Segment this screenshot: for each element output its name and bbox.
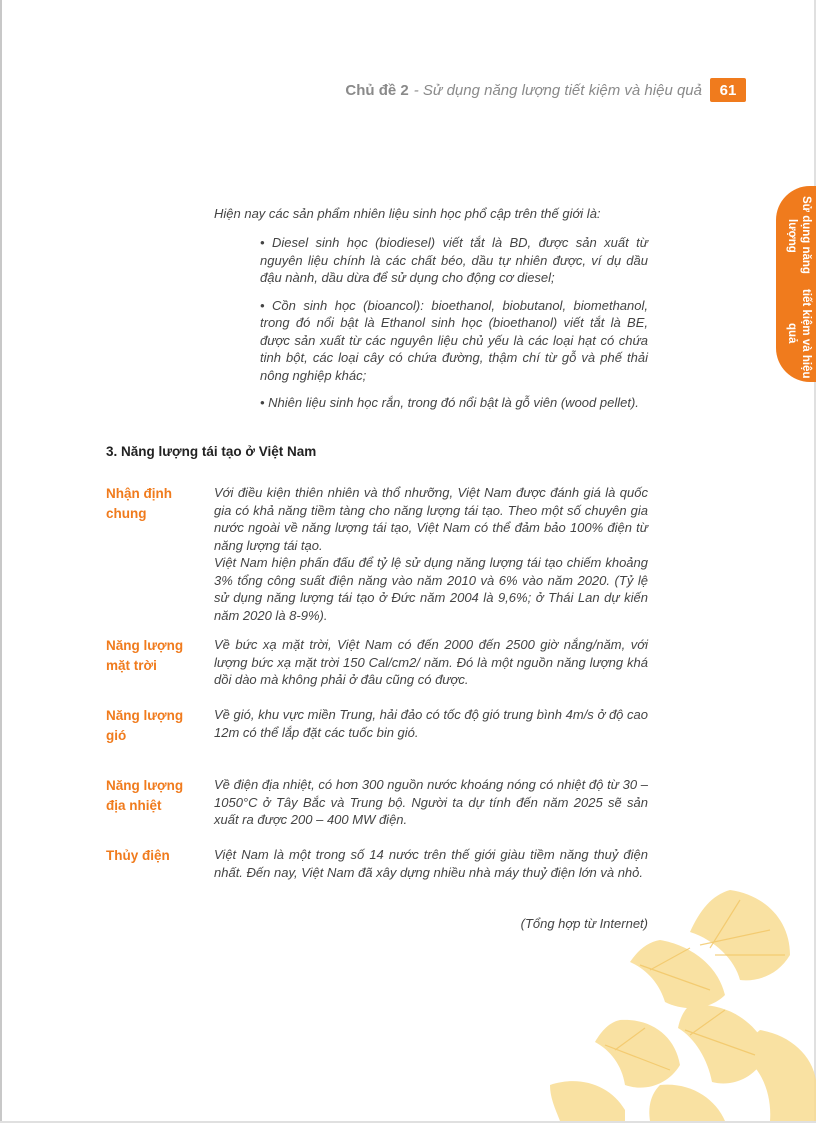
row-text: Về gió, khu vực miền Trung, hải đảo có tốc độ gió trung bình 4m/s ở độ cao 12m có thể lắp đặt các tuốc bin gió.	[214, 707, 648, 740]
side-tab-line-2: tiết kiệm và hiệu quả	[786, 288, 812, 379]
row-text-paragraph: Với điều kiện thiên nhiên và thổ nhưỡng, Việt Nam được đánh giá là quốc gia có khả năng tiềm tàng cho năng lượng tái tạo. Theo một số chuyên gia nước ngoài về năng lượng tái tạo, Việt Nam có thể đảm bảo 100% điện từ năng lượng tái tạo.	[214, 485, 648, 553]
row-label: Năng lượng mặt trời	[106, 638, 184, 673]
leaf-icon	[550, 890, 816, 1121]
list-item: • Cồn sinh học (bioancol): bioethanol, biobutanol, biomethanol, trong đó nổi bật là Ethanol sinh học (bioethanol) viết tắt là BE, được sản xuất từ các nguyên liệu chủ yếu là các loại hạt có chứa tinh bột, các loại cây có chứa đường, thậm chí từ gỗ và phế thải nông nghiệp khác;	[260, 297, 648, 383]
section-heading: 3. Năng lượng tái tạo ở Việt Nam	[106, 444, 317, 459]
row-label: Thủy điện	[106, 848, 170, 863]
source-note: (Tổng hợp từ Internet)	[520, 916, 648, 931]
header-topic-label: Chủ đề 2	[345, 81, 409, 99]
header-topic-title: - Sử dụng năng lượng tiết kiệm và hiệu quả	[413, 81, 702, 99]
row-text: Về bức xạ mặt trời, Việt Nam có đến 2000 đến 2500 giờ nắng/năm, với lượng bức xạ mặt trời 150 Cal/cm2/ năm. Đó là một nguồn năng lượng khá dồi dào mà không phải ở đâu cũng có được.	[214, 637, 648, 687]
running-header	[345, 78, 746, 102]
intro-paragraph: Hiện nay các sản phẩm nhiên liệu sinh học phổ cập trên thế giới là:	[214, 206, 601, 221]
page-number-badge: 61	[710, 78, 746, 102]
decorative-leaves	[540, 870, 816, 1121]
side-tab-line-1: Sử dụng năng lượng	[786, 196, 812, 275]
row-label: Năng lượng địa nhiệt	[106, 778, 184, 813]
list-item: • Nhiên liệu sinh học rắn, trong đó nổi bật là gỗ viên (wood pellet).	[260, 395, 639, 410]
chapter-side-tab	[776, 186, 816, 382]
row-text: Về điện địa nhiệt, có hơn 300 nguồn nước khoáng nóng có nhiệt độ từ 30 – 1050°C ở Tây Bắc và Trung bộ. Người ta dự tính đến năm 2025 sẽ sản xuất ra được 200 – 400 MW điện.	[214, 777, 648, 827]
page-edge-left	[0, 0, 2, 1123]
row-text-paragraph: Việt Nam hiện phấn đấu để tỷ lệ sử dụng năng lượng tái tạo chiếm khoảng 3% tổng công suất điện năng vào năm 2010 và 6% vào năm 2020. (Tỷ lệ sử dụng năng lượng tái tạo ở Đức năm 2004 là 9,6%; ở Thái Lan dự kiến năm 2020 là 8-9%).	[214, 555, 648, 623]
list-item: • Diesel sinh học (biodiesel) viết tắt là BD, được sản xuất từ nguyên liệu chính là các chất béo, dầu tự nhiên được, ví dụ dầu đậu nành, dầu dừa để sử dụng cho động cơ diesel;	[260, 235, 648, 285]
row-label: Nhận định chung	[106, 486, 172, 521]
row-text	[214, 484, 648, 624]
biofuel-list	[260, 234, 648, 422]
side-tab-text	[781, 186, 816, 382]
row-label: Năng lượng gió	[106, 708, 184, 743]
row-text: Việt Nam là một trong số 14 nước trên thế giới giàu tiềm năng thuỷ điện nhất. Đến nay, Việt Nam đã xây dựng nhiều nhà máy thuỷ điện lớn và nhỏ.	[214, 847, 648, 880]
